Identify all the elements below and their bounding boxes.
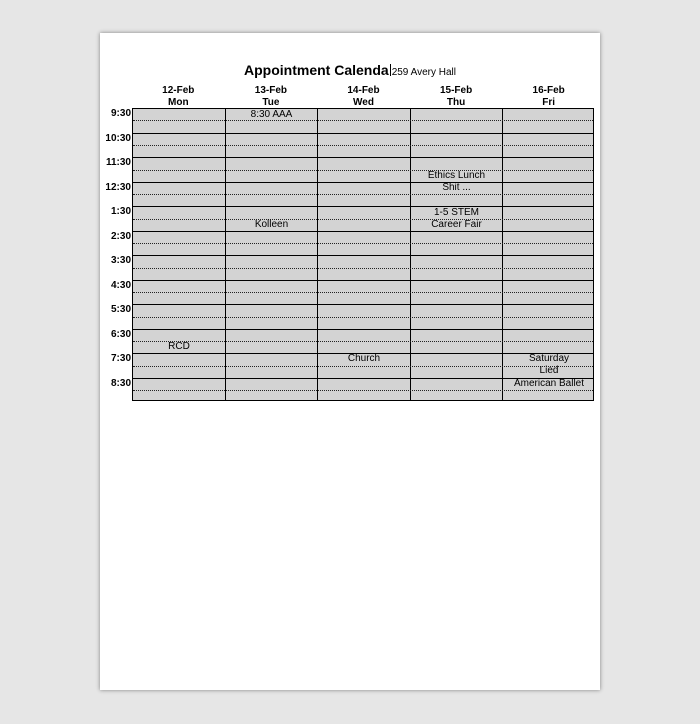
day-date: 14-Feb: [347, 85, 380, 96]
day-header-thu: [410, 85, 503, 109]
time-label: 10:30: [105, 132, 131, 144]
time-label: 2:30: [110, 230, 131, 242]
day-header-tue: [225, 85, 318, 109]
half-hour-line: [133, 243, 593, 244]
event-entry[interactable]: American Ballet: [513, 378, 585, 389]
event-entry[interactable]: 8:30 AAA: [250, 109, 293, 120]
hour-line: [133, 329, 593, 330]
half-hour-line: [133, 145, 593, 146]
day-weekday: Thu: [446, 97, 466, 108]
calendar-grid: [132, 108, 594, 401]
calendar-page: [100, 33, 600, 690]
hour-line: [133, 206, 593, 207]
event-entry[interactable]: Shit ...: [442, 182, 471, 193]
time-label: 6:30: [110, 328, 131, 340]
hour-line: [133, 255, 593, 256]
day-date: 12-Feb: [162, 85, 195, 96]
time-label: 4:30: [110, 279, 131, 291]
time-label: 11:30: [105, 157, 131, 168]
half-hour-line: [133, 194, 593, 195]
day-header-fri: [502, 85, 595, 109]
day-header-row: [132, 85, 595, 109]
hour-line: [133, 157, 593, 158]
day-date: 13-Feb: [254, 85, 287, 96]
time-label: 5:30: [110, 304, 131, 315]
day-weekday: Mon: [168, 97, 189, 108]
event-entry[interactable]: Kolleen: [254, 219, 289, 230]
title-separator: [390, 64, 391, 76]
event-entry[interactable]: Ethics Lunch: [427, 170, 486, 181]
title-bar: [100, 62, 600, 80]
time-label: 8:30: [110, 377, 131, 389]
hour-line: [133, 133, 593, 134]
time-label: 7:30: [110, 353, 131, 364]
day-date: 15-Feb: [439, 85, 473, 96]
hour-line: [133, 182, 593, 183]
half-hour-line: [133, 317, 593, 318]
hour-line: [133, 280, 593, 281]
hour-line: [133, 231, 593, 232]
time-label: 9:30: [110, 108, 131, 119]
half-hour-line: [133, 292, 593, 293]
half-hour-line: [133, 390, 593, 391]
time-label: 1:30: [110, 206, 131, 217]
day-weekday: Tue: [262, 97, 280, 108]
event-entry[interactable]: Saturday: [528, 353, 570, 364]
event-entry[interactable]: RCD: [168, 341, 190, 352]
day-weekday: Fri: [542, 97, 556, 108]
event-entry[interactable]: Lied: [539, 365, 559, 376]
day-header-mon: [132, 85, 225, 109]
hour-line: [133, 304, 593, 305]
day-header-wed: [317, 85, 410, 109]
half-hour-line: [133, 268, 593, 269]
time-label: 12:30: [105, 181, 131, 193]
day-weekday: Wed: [353, 97, 374, 108]
event-entry[interactable]: 1-5 STEM: [433, 207, 479, 218]
day-date: 16-Feb: [532, 85, 565, 96]
half-hour-line: [133, 219, 593, 220]
event-entry[interactable]: Church: [347, 353, 381, 364]
event-entry[interactable]: Career Fair: [431, 219, 482, 230]
half-hour-line: [133, 120, 593, 121]
location-label: 259 Avery Hall: [391, 67, 456, 78]
time-label: 3:30: [110, 255, 131, 266]
page-title: Appointment Calenda: [244, 62, 389, 78]
half-hour-line: [133, 170, 593, 171]
